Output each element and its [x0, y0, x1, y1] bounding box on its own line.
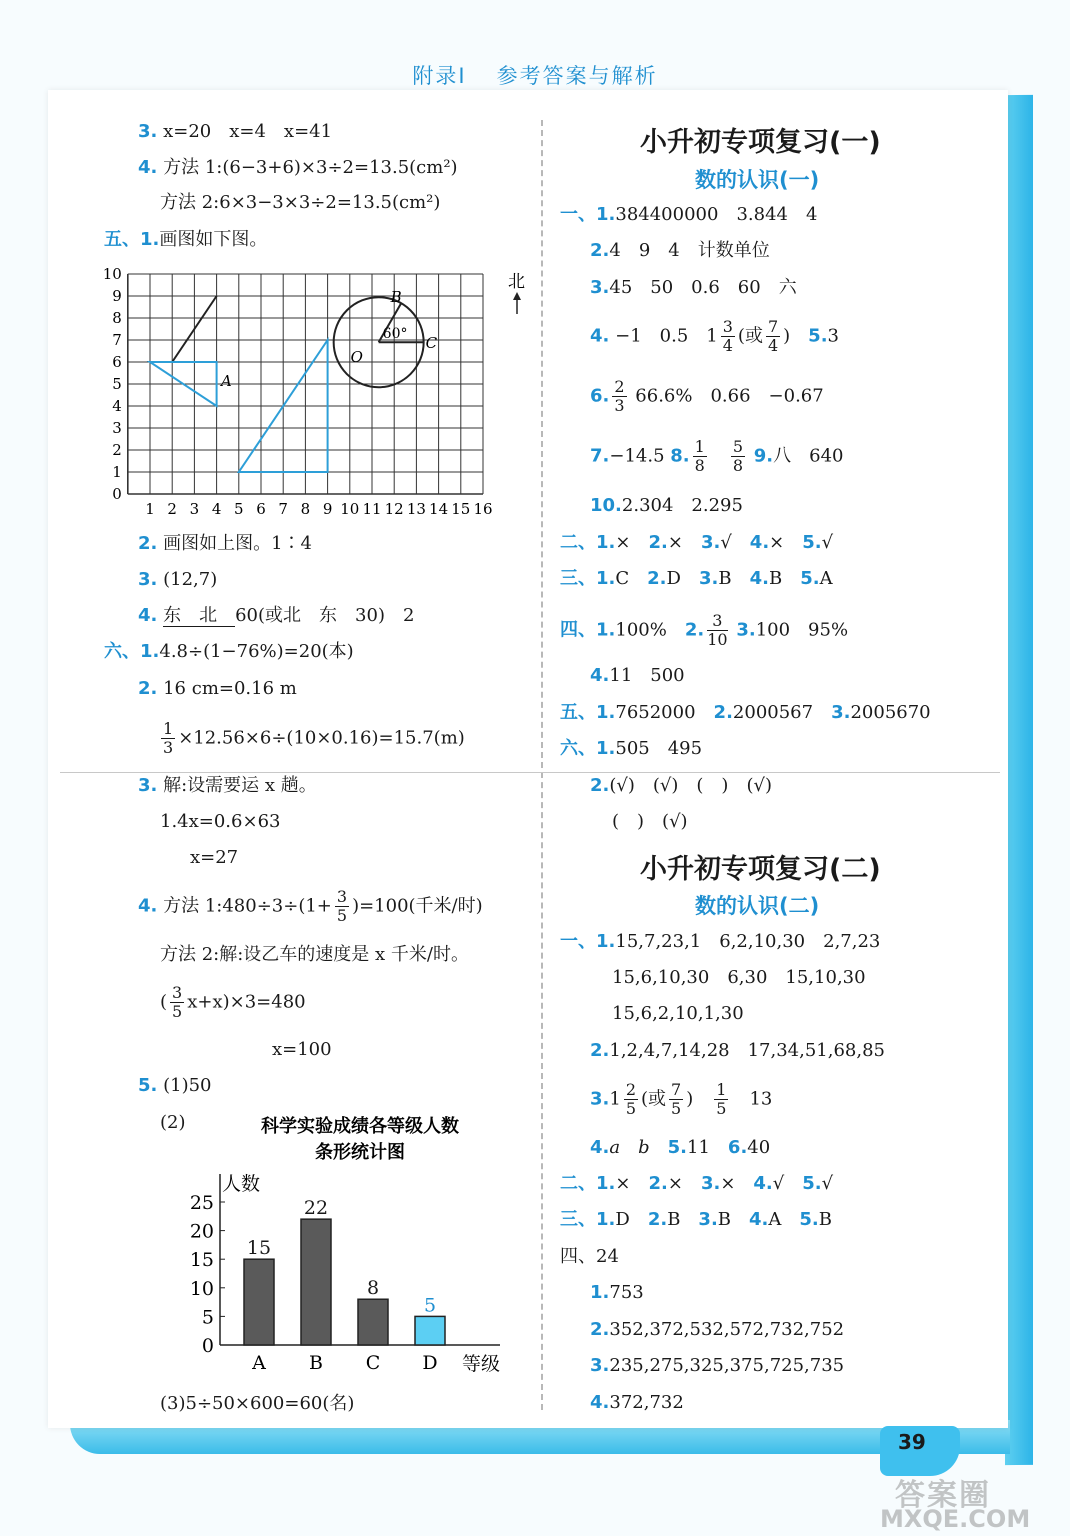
item-number: 4. — [749, 568, 769, 589]
answer-line — [272, 1038, 332, 1062]
item-number: 4. — [753, 1173, 773, 1194]
answer-line — [160, 943, 469, 967]
item-number: 3. — [590, 1355, 610, 1376]
y-tick-label: 5 — [201, 1306, 214, 1329]
item-number: 3. — [698, 1209, 718, 1230]
answer-text: ( ) (√) — [612, 811, 688, 832]
item-number: 4. — [590, 1137, 610, 1158]
answer-text: 方法 1:480÷3÷(1+ — [163, 895, 332, 917]
item-number: 2. — [647, 1209, 668, 1230]
answer-line — [138, 888, 483, 925]
answer-line — [590, 1281, 644, 1305]
x-tick-label: A — [252, 1352, 266, 1374]
denominator: 10 — [707, 630, 728, 649]
denominator: 3 — [614, 396, 625, 415]
answer-text: −1 0.5 1 — [615, 325, 718, 347]
answer-text: −14.5 — [609, 445, 665, 467]
item-number: 2. — [713, 702, 733, 723]
y-tick-label: 0 — [112, 485, 122, 503]
answer-line — [590, 494, 743, 518]
answer-text: B — [717, 1209, 732, 1230]
answer-line — [560, 567, 833, 591]
fraction — [714, 1081, 728, 1118]
item-number: 2. — [648, 532, 668, 553]
watermark-logo: 答案圈 — [895, 1478, 991, 1513]
answer-line — [590, 1136, 770, 1160]
item-number: 4. — [590, 325, 610, 347]
item-number: 5. — [138, 1075, 158, 1096]
chart-ylabel: 人数 — [222, 1173, 261, 1195]
item-number: 5. — [799, 1209, 819, 1230]
answer-text: ) — [783, 325, 791, 347]
y-tick-label: 0 — [201, 1335, 214, 1357]
answer-line — [560, 737, 702, 761]
answer-text: × — [667, 1173, 683, 1194]
answer-line — [138, 774, 317, 798]
answer-line — [560, 1245, 619, 1269]
x-tick-label: 14 — [429, 500, 449, 518]
answer-text: 40 — [747, 1137, 771, 1158]
sub-label: (2) — [160, 1112, 186, 1133]
answer-line — [590, 276, 797, 300]
fraction — [693, 438, 707, 475]
answer-line — [590, 1039, 885, 1063]
answer-line — [138, 677, 297, 701]
answer-text: 15,7,23,1 6,2,10,30 2,7,23 — [615, 931, 881, 952]
label-o: O — [350, 348, 363, 367]
section-subtitle-2: 数的认识(二) — [695, 894, 820, 918]
answer-text: 235,275,325,375,725,735 — [609, 1355, 845, 1376]
section-title-1: 小升初专项复习(一) — [640, 127, 881, 158]
answer-text: (1)50 — [163, 1075, 212, 1096]
answer-text: √ — [821, 532, 834, 553]
answer-text: (或 — [737, 325, 763, 347]
answer-line — [560, 531, 833, 555]
answer-text: 45 50 0.6 60 六 — [609, 277, 797, 298]
y-tick-label: 2 — [112, 441, 122, 459]
answer-text: 505 495 — [615, 738, 703, 759]
answer-text: x=100 — [272, 1039, 332, 1060]
y-tick-label: 4 — [112, 397, 122, 415]
answer-text: (3)5÷50×600=60(名) — [160, 1393, 355, 1414]
answer-text: 1.4x=0.6×63 — [160, 811, 281, 832]
answer-text: 画图如下图。 — [159, 229, 268, 250]
item-number: 3. — [590, 277, 610, 298]
item-number: 10. — [590, 495, 622, 516]
denominator: 5 — [716, 1099, 727, 1118]
y-tick-label: 7 — [112, 331, 122, 349]
x-tick-label: 7 — [278, 500, 288, 518]
numerator: 1 — [694, 437, 705, 456]
bar-value-label: 15 — [246, 1237, 272, 1260]
y-tick-label: 6 — [112, 353, 122, 371]
answer-line — [138, 604, 414, 628]
denominator: 5 — [625, 1099, 637, 1118]
answer-line — [612, 810, 688, 834]
fraction — [731, 438, 745, 475]
answer-text: × — [615, 1173, 631, 1194]
y-tick-label: 20 — [189, 1220, 214, 1243]
answer-text: B — [768, 568, 783, 589]
x-tick-label: 5 — [234, 500, 244, 518]
fold-line — [60, 772, 1000, 773]
item-number: 四、 — [560, 1246, 596, 1267]
angle-label: 60° — [382, 326, 408, 343]
bar-A — [244, 1259, 274, 1345]
bar-chart — [160, 1108, 530, 1390]
answer-text: ×12.56×6÷(10×0.16)=15.7(m) — [178, 727, 465, 749]
fraction — [669, 1081, 683, 1118]
answer-line — [160, 191, 440, 215]
answer-line — [590, 239, 770, 263]
item-number: 六、1. — [560, 738, 616, 759]
answer-text: D — [666, 568, 681, 589]
bar-D — [415, 1316, 445, 1345]
bar-value-label: 8 — [366, 1277, 380, 1300]
x-tick-label: B — [309, 1352, 323, 1374]
answer-line — [560, 1208, 832, 1232]
item-number: 3. — [831, 702, 851, 723]
answer-text: × — [667, 532, 683, 553]
section-subtitle-1: 数的认识(一) — [695, 168, 820, 192]
answer-text: x+x)×3=480 — [187, 991, 306, 1013]
answer-line — [160, 1392, 354, 1416]
fraction — [612, 378, 626, 415]
answer-line — [560, 203, 817, 227]
numerator: 7 — [767, 317, 779, 336]
underlined-answer: 东 北 — [163, 605, 236, 626]
answer-line — [138, 156, 458, 180]
page-header — [0, 60, 1070, 90]
answer-line — [560, 930, 880, 954]
fraction — [624, 1081, 638, 1118]
answer-text: 753 — [609, 1282, 644, 1303]
y-tick-label: 3 — [112, 419, 122, 437]
item-number: 5. — [802, 1173, 822, 1194]
item-number: 4. — [749, 532, 770, 553]
item-number: 三、1. — [560, 1209, 616, 1230]
answer-text: a b — [609, 1137, 650, 1158]
y-tick-label: 8 — [112, 309, 122, 327]
x-tick-label: 13 — [406, 500, 426, 518]
watermark-url: MXQE.COM — [880, 1505, 1031, 1533]
y-tick-label: 1 — [112, 463, 122, 481]
answer-text: )=100(千米/时) — [352, 895, 483, 917]
answer-text: 方法 2:解:设乙车的速度是 x 千米/时。 — [160, 944, 469, 965]
answer-text: 方法 1:(6−3+6)×3÷2=13.5(cm²) — [163, 157, 458, 178]
answer-text: 15,6,2,10,1,30 — [612, 1003, 744, 1024]
item-number: 4. — [749, 1209, 769, 1230]
item-number: 6. — [590, 385, 610, 407]
item-number: 3. — [590, 1088, 610, 1110]
answer-text: √ — [772, 1173, 785, 1194]
y-tick-label: 10 — [189, 1277, 214, 1300]
answer-text: 100% — [615, 619, 667, 641]
grid-x-tick-labels — [145, 500, 492, 518]
item-number: 4. — [590, 665, 610, 686]
answer-text: 2000567 — [732, 702, 814, 723]
answer-text: 八 640 — [773, 445, 844, 467]
x-tick-label: 10 — [340, 500, 360, 518]
answer-text: 1 — [609, 1088, 621, 1110]
bar-B — [301, 1219, 331, 1345]
grid-lines — [128, 274, 483, 494]
item-number: 3. — [138, 569, 158, 590]
denominator: 8 — [732, 456, 744, 475]
y-tick-label: 9 — [112, 287, 122, 305]
x-tick-label: 6 — [256, 500, 266, 518]
x-tick-label: 15 — [451, 500, 471, 518]
answer-line — [612, 966, 866, 990]
item-number: 2. — [684, 619, 705, 641]
numerator: 2 — [614, 377, 625, 396]
x-tick-label: 4 — [211, 500, 222, 518]
answer-text: 15,6,10,30 6,30 15,10,30 — [612, 967, 866, 988]
item-number: 5. — [800, 568, 820, 589]
x-tick-label: 16 — [473, 500, 493, 518]
item-number: 7. — [590, 445, 610, 467]
answer-line — [160, 810, 280, 834]
answer-line — [590, 1081, 772, 1118]
answer-text: 13 — [749, 1088, 773, 1110]
item-number: 1. — [590, 1282, 610, 1303]
chart-subtitle: 条形统计图 — [315, 1142, 405, 1163]
chart-title: 科学实验成绩各等级人数 — [261, 1116, 459, 1137]
denominator: 5 — [671, 1099, 682, 1118]
item-number: 二、1. — [560, 1173, 616, 1194]
answer-text: 1,2,4,7,14,28 17,34,51,68,85 — [609, 1040, 886, 1061]
bar-C — [358, 1299, 388, 1345]
label-c: C — [425, 334, 438, 353]
x-tick-label: C — [365, 1352, 381, 1374]
header-title: 参考答案与解析 — [496, 64, 658, 88]
item-number: 2. — [590, 775, 610, 796]
coordinate-grid — [102, 262, 530, 524]
fraction — [170, 984, 184, 1021]
answer-text: 100 95% — [755, 619, 849, 641]
answer-text: B — [718, 568, 732, 589]
answer-text: 解:设需要运 x 趟。 — [163, 775, 317, 796]
answer-text: 352,372,532,572,732,752 — [609, 1319, 845, 1340]
y-tick-label: 5 — [112, 375, 122, 393]
item-number: 3. — [736, 619, 756, 641]
numerator: 5 — [732, 437, 744, 456]
denominator: 8 — [694, 456, 705, 475]
denominator: 5 — [172, 1002, 183, 1021]
bar-value-label: 22 — [303, 1197, 329, 1220]
chart-xlabel: 等级 — [462, 1353, 501, 1375]
y-tick-label: 10 — [102, 265, 122, 283]
item-number: 3. — [700, 532, 721, 553]
answer-text: 16 cm=0.16 m — [163, 678, 297, 699]
answer-text: 2005670 — [850, 702, 931, 723]
item-number: 五、1. — [104, 229, 160, 250]
answer-text: ( — [160, 991, 168, 1013]
denominator: 4 — [767, 336, 779, 355]
denominator: 5 — [336, 906, 348, 925]
answer-text: (12,7) — [163, 569, 218, 590]
x-tick-label: 2 — [167, 500, 177, 518]
north-arrowhead-icon — [513, 292, 521, 300]
section-title-2: 小升初专项复习(二) — [640, 854, 881, 885]
answer-text: 2.304 2.295 — [621, 495, 743, 516]
item-number: 8. — [670, 445, 690, 467]
item-number: 4. — [138, 157, 158, 178]
answer-line — [590, 774, 772, 798]
item-number: 3. — [138, 775, 158, 796]
answer-line — [160, 984, 306, 1021]
answer-line — [590, 1318, 844, 1342]
answer-line — [190, 846, 238, 870]
answer-text: √ — [720, 532, 732, 553]
item-number: 2. — [590, 1319, 610, 1340]
numerator: 3 — [707, 612, 727, 631]
x-tick-label: D — [422, 1352, 438, 1374]
item-number: 2. — [590, 1040, 610, 1061]
answer-text: (√) (√) ( ) (√) — [609, 775, 772, 796]
header-appendix: 附录Ⅰ — [412, 64, 467, 88]
item-number: 4. — [590, 1392, 610, 1413]
answer-text: 24 — [596, 1246, 619, 1267]
item-number: 2. — [590, 240, 610, 261]
answer-text: 方法 2:6×3−3×3÷2=13.5(cm²) — [160, 192, 441, 213]
fraction — [335, 888, 349, 925]
answer-text: ) — [686, 1088, 694, 1110]
x-tick-labels — [251, 1352, 437, 1374]
x-tick-label: 3 — [189, 500, 200, 518]
item-number: 5. — [667, 1137, 688, 1158]
answer-text: 4 9 4 计数单位 — [609, 240, 770, 261]
x-tick-label: 12 — [384, 500, 404, 518]
answer-text: 66.6% 0.66 −0.67 — [635, 385, 824, 407]
fraction — [707, 612, 727, 649]
numerator: 1 — [163, 719, 174, 738]
x-tick-label: 11 — [362, 500, 382, 518]
answer-text: × — [615, 532, 631, 553]
label-b: B — [390, 288, 402, 307]
frame-right-band — [1005, 95, 1033, 1465]
answer-text: C — [615, 568, 630, 589]
item-number: 二、1. — [560, 532, 616, 553]
item-number: 4. — [138, 895, 158, 917]
numerator: 3 — [722, 317, 733, 336]
answer-line — [138, 568, 217, 592]
bars — [244, 1197, 445, 1345]
answer-text: B — [667, 1209, 681, 1230]
answer-line — [590, 438, 844, 475]
answer-line — [560, 612, 848, 649]
item-number: 5. — [808, 325, 828, 347]
item-number: 4. — [138, 605, 158, 626]
item-number: 一、1. — [560, 931, 616, 952]
answer-text: × — [769, 532, 785, 553]
numerator: 7 — [671, 1080, 682, 1099]
answer-text: 画图如上图。1∶4 — [163, 533, 313, 554]
answer-text: √ — [821, 1173, 834, 1194]
numerator: 3 — [172, 983, 183, 1002]
item-number: 五、1. — [560, 702, 616, 723]
answer-line — [612, 1002, 744, 1026]
item-number: 3. — [138, 121, 158, 142]
item-number: 四、1. — [560, 619, 616, 641]
denominator: 4 — [722, 336, 733, 355]
answer-text: 7652000 — [615, 702, 696, 723]
answer-text: A — [819, 568, 833, 589]
numerator: 1 — [716, 1080, 727, 1099]
answer-line — [560, 1172, 833, 1196]
item-number: 2. — [138, 678, 158, 699]
page-number-tab — [880, 1426, 960, 1476]
answer-line — [138, 120, 332, 144]
answer-line — [590, 378, 824, 415]
label-a: A — [221, 372, 232, 390]
answer-line — [104, 228, 267, 252]
x-tick-label: 9 — [322, 500, 333, 518]
item-number: 3. — [698, 568, 719, 589]
answer-line — [590, 1391, 684, 1415]
item-number: 三、1. — [560, 568, 616, 589]
answer-line — [104, 640, 354, 664]
answer-text: 4.8÷(1−76%)=20(本) — [159, 641, 354, 662]
item-number: 6. — [727, 1137, 748, 1158]
answer-text: D — [615, 1209, 630, 1230]
answer-line — [158, 720, 465, 757]
answer-text: (或 — [641, 1088, 667, 1110]
x-tick-label: 8 — [300, 500, 311, 518]
fraction — [721, 318, 735, 355]
answer-line — [138, 1074, 212, 1098]
answer-text: × — [720, 1173, 736, 1194]
answer-text: x=20 x=4 x=41 — [163, 121, 333, 142]
item-number: 2. — [647, 568, 667, 589]
answer-text: 384400000 3.844 4 — [615, 204, 818, 225]
answer-text: 3 — [827, 325, 839, 347]
answer-text: A — [768, 1209, 782, 1230]
answer-line — [138, 532, 312, 556]
answer-line — [590, 318, 839, 355]
answer-text: 11 500 — [609, 665, 685, 686]
numerator: 3 — [336, 887, 348, 906]
answer-text: B — [818, 1209, 833, 1230]
page-number: 39 — [898, 1430, 926, 1454]
fraction — [161, 720, 175, 757]
north-label: 北 — [508, 272, 525, 292]
item-number: 2. — [648, 1173, 668, 1194]
answer-line — [590, 664, 685, 688]
item-number: 3. — [700, 1173, 721, 1194]
item-number: 5. — [802, 532, 822, 553]
answer-text: 60(或北 东 30) 2 — [235, 605, 415, 626]
denominator: 3 — [163, 738, 174, 757]
bar-value-label: 5 — [423, 1294, 437, 1317]
x-tick-label: 1 — [145, 500, 155, 518]
item-number: 六、1. — [104, 641, 160, 662]
item-number: 9. — [753, 445, 774, 467]
answer-text: 11 — [687, 1137, 710, 1158]
item-number: 一、1. — [560, 204, 616, 225]
answer-text: 372,732 — [609, 1392, 684, 1413]
numerator: 2 — [625, 1080, 637, 1099]
answer-line — [560, 701, 931, 725]
column-divider — [541, 120, 543, 1410]
fraction — [766, 318, 780, 355]
y-tick-label: 25 — [189, 1192, 214, 1214]
answer-line — [590, 1354, 844, 1378]
y-tick-label: 15 — [189, 1249, 214, 1272]
answer-text: x=27 — [190, 847, 239, 868]
item-number: 2. — [138, 533, 158, 554]
